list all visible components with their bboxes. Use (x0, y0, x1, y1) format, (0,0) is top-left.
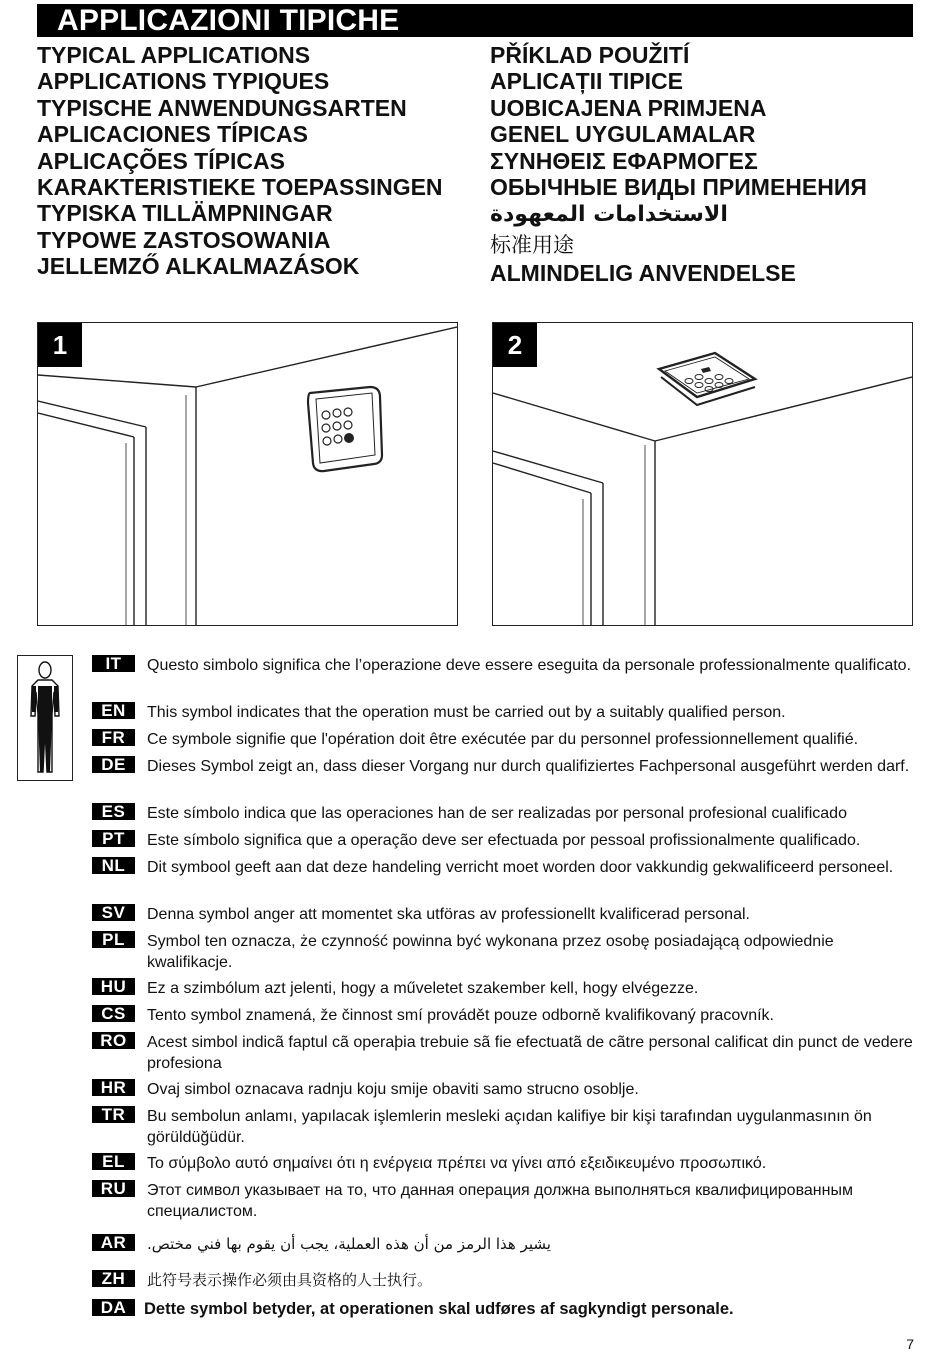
title-hr: UOBICAJENA PRIMJENA (490, 94, 767, 121)
note-text: Dieses Symbol zeigt an, dass dieser Vorgang nur durch qualifiziertes Fachpersonal ausgeführt werden darf. (147, 758, 910, 775)
language-code-badge: IT (92, 655, 135, 672)
note-text: 此符号表示操作必须由具资格的人士执行。 (147, 1271, 433, 1289)
note-text: Ez a szimbólum azt jelenti, hogy a műveletet szakember kell, hogy elvégezze. (147, 980, 699, 997)
language-code-badge: NL (92, 857, 135, 874)
title-pl: TYPOWE ZASTOSOWANIA (37, 226, 331, 253)
language-code-badge: RO (92, 1032, 135, 1049)
note-text: Este símbolo significa que a operação deve ser efectuada por pessoal profissionalmente qualificado. (147, 832, 861, 849)
title-el: ΣΥΝΗΘΕΙΣ ΕΦΑΡΜΟΓΕΣ (490, 147, 758, 174)
note-text: Ovaj simbol oznacava radnju koju smije obaviti samo strucno osoblje. (147, 1081, 639, 1098)
language-code-badge: SV (92, 904, 135, 921)
language-code-badge: CS (92, 1005, 135, 1022)
title-en: TYPICAL APPLICATIONS (37, 42, 311, 68)
language-code-badge: EL (92, 1153, 135, 1170)
title-fr: APPLICATIONS TYPIQUES (37, 68, 330, 95)
title-da: ALMINDELIG ANVENDELSE (490, 260, 796, 287)
note-text: This symbol indicates that the operation must be carried out by a suitably qualified person. (147, 704, 786, 721)
title-tr: GENEL UYGULAMALAR (490, 121, 756, 148)
note-text: Symbol ten oznacza, że czynność powinna być wykonana przez osobę posiadającą odpowiednie kwalifikacje. (147, 933, 834, 971)
figure-number: 1 (38, 323, 82, 367)
title-ro: APLICAȚII TIPICE (490, 68, 683, 95)
language-code-badge: DE (92, 756, 135, 773)
figure-number: 2 (493, 323, 537, 367)
wall-mount-illustration (38, 323, 457, 625)
page-title: APPLICAZIONI TIPICHE (57, 4, 400, 37)
language-code-badge: EN (92, 702, 135, 719)
language-code-badge: AR (92, 1234, 135, 1251)
language-code-badge: DA (92, 1299, 135, 1316)
titles-right (490, 42, 867, 287)
qualified-person-icon (17, 655, 73, 781)
header-bar (37, 4, 913, 37)
title-hu: JELLEMZŐ ALKALMAZÁSOK (37, 253, 360, 280)
title-nl: KARAKTERISTIEKE TOEPASSINGEN (37, 174, 443, 201)
language-code-badge: ZH (92, 1270, 135, 1287)
figure-wall-mount (37, 322, 458, 626)
title-pt: APLICAÇÕES TÍPICAS (37, 147, 285, 174)
language-code-badge: HR (92, 1079, 135, 1096)
note-text: Dette symbol betyder, at operationen skal udføres af sagkyndigt personale. (144, 1300, 734, 1318)
language-code-badge: ES (92, 803, 135, 820)
ceiling-mount-illustration (493, 323, 912, 625)
language-code-badge: FR (92, 729, 135, 746)
note-text: Этот символ указывает на то, что данная операция должна выполняться квалифицированным специалистом. (147, 1182, 853, 1220)
language-code-badge: TR (92, 1106, 135, 1123)
note-text: Bu sembolun anlamı, yapılacak işlemlerin mesleki açıdan kalifiye bir kişi tarafından uygulanmasının ön görüldüğüdür. (147, 1108, 872, 1146)
language-code-badge: PL (92, 931, 135, 948)
title-ru: ОБЫЧНЫЕ ВИДЫ ПРИМЕНЕНИЯ (490, 174, 867, 201)
note-text: Denna symbol anger att momentet ska utföras av professionellt kvalificerad personal. (147, 906, 750, 923)
note-text: Acest simbol indicã faptul cã operaþia trebuie sã fie efectuatã de cãtre personal calificat din punct de vedere profesiona (147, 1034, 913, 1072)
figure-ceiling-mount (492, 322, 913, 626)
page-number: 7 (906, 1336, 914, 1352)
title-de: TYPISCHE ANWENDUNGSARTEN (37, 94, 407, 121)
note-text: Το σύμβολο αυτό σημαίνει ότι η ενέργεια πρέπει να γίνει από εξειδικευμένο προσωπικό. (147, 1155, 767, 1172)
note-text: Tento symbol znamená, že činnost smí provádět pouze odborně kvalifikovaný pracovník. (147, 1007, 774, 1024)
title-sv: TYPISKA TILLÄMPNINGAR (37, 200, 333, 227)
title-ar: الاستخدامات المعهودة (490, 202, 728, 228)
note-text: Este símbolo indica que las operaciones han de ser realizadas por personal profesional cualificado (147, 805, 847, 822)
language-code-badge: RU (92, 1180, 135, 1197)
title-zh: 标准用途 (490, 233, 574, 258)
title-es: APLICACIONES TÍPICAS (37, 121, 308, 148)
language-code-badge: PT (92, 830, 135, 847)
title-cs: PŘÍKLAD POUŽITÍ (490, 42, 690, 68)
note-text: Dit symbool geeft aan dat deze handeling verricht moet worden door vakkundig gekwalificeerd personeel. (147, 859, 894, 876)
note-text: يشير هذا الرمز من أن هذه العملية، يجب أن يقوم بها فني مختص. (147, 1235, 551, 1253)
language-code-badge: HU (92, 978, 135, 995)
note-text: Ce symbole signifie que l'opération doit être exécutée par du personnel professionnellement qualifié. (147, 731, 859, 748)
titles-left (37, 42, 443, 280)
note-text: Questo simbolo significa che l’operazione deve essere eseguita da personale professionalmente qualificato. (147, 657, 912, 674)
